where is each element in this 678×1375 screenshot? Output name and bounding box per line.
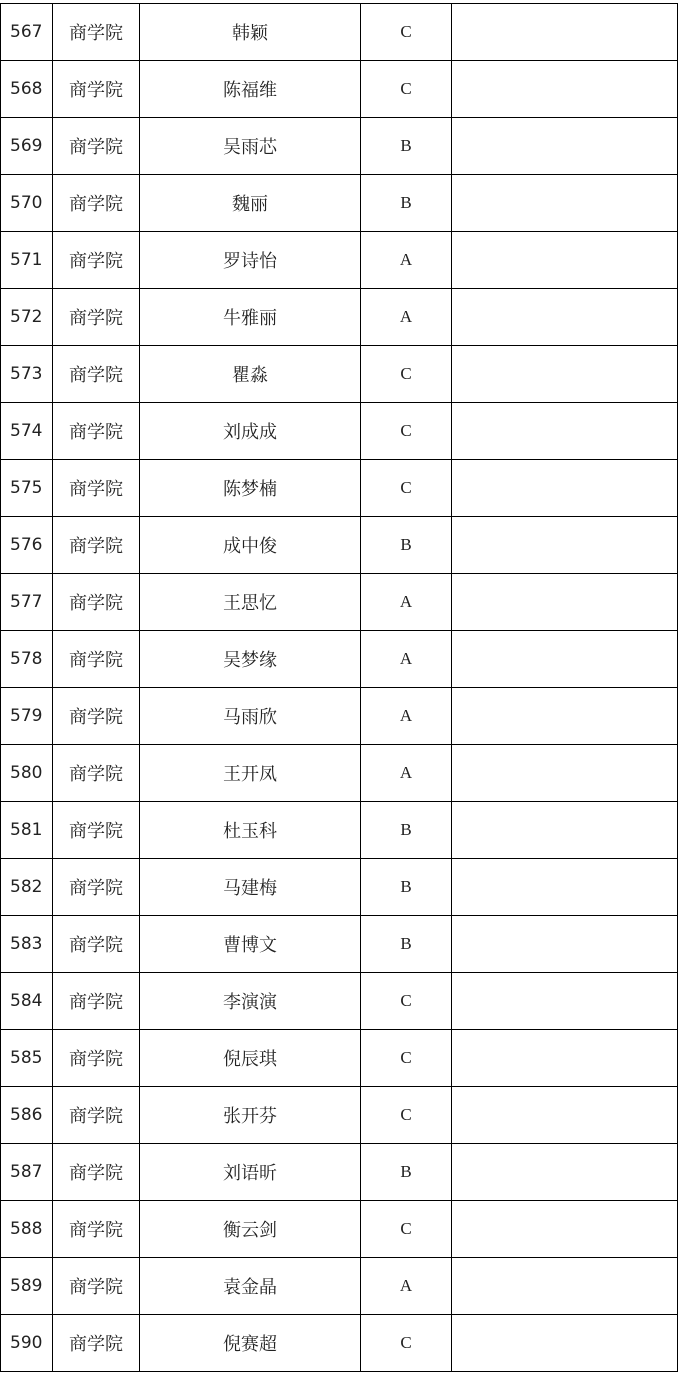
student-name-cell: 马雨欣 bbox=[140, 688, 361, 745]
remark-cell bbox=[452, 4, 678, 61]
grade-cell: B bbox=[361, 175, 452, 232]
table-row bbox=[1, 973, 678, 1030]
grade-cell: B bbox=[361, 517, 452, 574]
remark-cell bbox=[452, 403, 678, 460]
table-row bbox=[1, 745, 678, 802]
student-name-cell: 倪辰琪 bbox=[140, 1030, 361, 1087]
row-number-cell: 583 bbox=[1, 916, 53, 973]
remark-cell bbox=[452, 688, 678, 745]
college-cell: 商学院 bbox=[53, 1144, 140, 1201]
remark-cell bbox=[452, 118, 678, 175]
student-name-cell: 袁金晶 bbox=[140, 1258, 361, 1315]
grade-cell: A bbox=[361, 1258, 452, 1315]
table-row bbox=[1, 346, 678, 403]
remark-cell bbox=[452, 1315, 678, 1372]
roster-table-body bbox=[1, 4, 678, 1372]
student-name-cell: 韩颖 bbox=[140, 4, 361, 61]
row-number-cell: 571 bbox=[1, 232, 53, 289]
table-row bbox=[1, 1201, 678, 1258]
table-row bbox=[1, 859, 678, 916]
college-cell: 商学院 bbox=[53, 403, 140, 460]
table-row bbox=[1, 118, 678, 175]
row-number-cell: 568 bbox=[1, 61, 53, 118]
college-cell: 商学院 bbox=[53, 916, 140, 973]
grade-cell: C bbox=[361, 460, 452, 517]
student-name-cell: 马建梅 bbox=[140, 859, 361, 916]
college-cell: 商学院 bbox=[53, 574, 140, 631]
row-number-cell: 576 bbox=[1, 517, 53, 574]
remark-cell bbox=[452, 1030, 678, 1087]
student-name-cell: 牛雅丽 bbox=[140, 289, 361, 346]
row-number-cell: 575 bbox=[1, 460, 53, 517]
student-name-cell: 吴雨芯 bbox=[140, 118, 361, 175]
grade-cell: C bbox=[361, 4, 452, 61]
row-number-cell: 582 bbox=[1, 859, 53, 916]
student-name-cell: 陈福维 bbox=[140, 61, 361, 118]
row-number-cell: 588 bbox=[1, 1201, 53, 1258]
table-row bbox=[1, 175, 678, 232]
college-cell: 商学院 bbox=[53, 61, 140, 118]
table-row bbox=[1, 4, 678, 61]
row-number-cell: 578 bbox=[1, 631, 53, 688]
table-row bbox=[1, 61, 678, 118]
roster-table bbox=[0, 3, 678, 1372]
student-name-cell: 陈梦楠 bbox=[140, 460, 361, 517]
remark-cell bbox=[452, 232, 678, 289]
college-cell: 商学院 bbox=[53, 175, 140, 232]
row-number-cell: 584 bbox=[1, 973, 53, 1030]
table-row bbox=[1, 460, 678, 517]
student-name-cell: 吴梦缘 bbox=[140, 631, 361, 688]
grade-cell: A bbox=[361, 745, 452, 802]
student-name-cell: 王开凤 bbox=[140, 745, 361, 802]
row-number-cell: 567 bbox=[1, 4, 53, 61]
row-number-cell: 586 bbox=[1, 1087, 53, 1144]
table-row bbox=[1, 403, 678, 460]
student-name-cell: 王思忆 bbox=[140, 574, 361, 631]
remark-cell bbox=[452, 175, 678, 232]
college-cell: 商学院 bbox=[53, 1315, 140, 1372]
remark-cell bbox=[452, 346, 678, 403]
college-cell: 商学院 bbox=[53, 745, 140, 802]
remark-cell bbox=[452, 859, 678, 916]
table-row bbox=[1, 289, 678, 346]
grade-cell: A bbox=[361, 688, 452, 745]
row-number-cell: 590 bbox=[1, 1315, 53, 1372]
grade-cell: C bbox=[361, 1030, 452, 1087]
student-name-cell: 罗诗怡 bbox=[140, 232, 361, 289]
remark-cell bbox=[452, 631, 678, 688]
table-row bbox=[1, 1144, 678, 1201]
student-name-cell: 刘成成 bbox=[140, 403, 361, 460]
row-number-cell: 577 bbox=[1, 574, 53, 631]
remark-cell bbox=[452, 745, 678, 802]
table-row bbox=[1, 1315, 678, 1372]
table-row bbox=[1, 631, 678, 688]
student-name-cell: 杜玉科 bbox=[140, 802, 361, 859]
college-cell: 商学院 bbox=[53, 517, 140, 574]
student-name-cell: 李演演 bbox=[140, 973, 361, 1030]
student-name-cell: 张开芬 bbox=[140, 1087, 361, 1144]
row-number-cell: 585 bbox=[1, 1030, 53, 1087]
table-row bbox=[1, 517, 678, 574]
grade-cell: C bbox=[361, 61, 452, 118]
college-cell: 商学院 bbox=[53, 1201, 140, 1258]
table-row bbox=[1, 232, 678, 289]
grade-cell: C bbox=[361, 1087, 452, 1144]
grade-cell: B bbox=[361, 802, 452, 859]
row-number-cell: 569 bbox=[1, 118, 53, 175]
remark-cell bbox=[452, 574, 678, 631]
row-number-cell: 572 bbox=[1, 289, 53, 346]
grade-cell: A bbox=[361, 232, 452, 289]
remark-cell bbox=[452, 1201, 678, 1258]
college-cell: 商学院 bbox=[53, 4, 140, 61]
grade-cell: A bbox=[361, 289, 452, 346]
remark-cell bbox=[452, 916, 678, 973]
college-cell: 商学院 bbox=[53, 118, 140, 175]
remark-cell bbox=[452, 802, 678, 859]
table-row bbox=[1, 1030, 678, 1087]
college-cell: 商学院 bbox=[53, 973, 140, 1030]
grade-cell: A bbox=[361, 574, 452, 631]
remark-cell bbox=[452, 973, 678, 1030]
grade-cell: C bbox=[361, 1315, 452, 1372]
student-name-cell: 刘语昕 bbox=[140, 1144, 361, 1201]
college-cell: 商学院 bbox=[53, 232, 140, 289]
college-cell: 商学院 bbox=[53, 346, 140, 403]
college-cell: 商学院 bbox=[53, 859, 140, 916]
grade-cell: B bbox=[361, 916, 452, 973]
table-row bbox=[1, 802, 678, 859]
remark-cell bbox=[452, 517, 678, 574]
student-name-cell: 成中俊 bbox=[140, 517, 361, 574]
table-row bbox=[1, 916, 678, 973]
table-row bbox=[1, 1087, 678, 1144]
grade-cell: C bbox=[361, 1201, 452, 1258]
college-cell: 商学院 bbox=[53, 460, 140, 517]
grade-cell: B bbox=[361, 859, 452, 916]
row-number-cell: 589 bbox=[1, 1258, 53, 1315]
grade-cell: C bbox=[361, 973, 452, 1030]
college-cell: 商学院 bbox=[53, 289, 140, 346]
row-number-cell: 581 bbox=[1, 802, 53, 859]
grade-cell: A bbox=[361, 631, 452, 688]
remark-cell bbox=[452, 460, 678, 517]
remark-cell bbox=[452, 1258, 678, 1315]
student-name-cell: 魏丽 bbox=[140, 175, 361, 232]
grade-cell: B bbox=[361, 1144, 452, 1201]
row-number-cell: 574 bbox=[1, 403, 53, 460]
student-name-cell: 曹博文 bbox=[140, 916, 361, 973]
grade-cell: C bbox=[361, 403, 452, 460]
table-row bbox=[1, 688, 678, 745]
row-number-cell: 587 bbox=[1, 1144, 53, 1201]
remark-cell bbox=[452, 289, 678, 346]
student-name-cell: 瞿淼 bbox=[140, 346, 361, 403]
row-number-cell: 579 bbox=[1, 688, 53, 745]
student-name-cell: 倪赛超 bbox=[140, 1315, 361, 1372]
row-number-cell: 570 bbox=[1, 175, 53, 232]
remark-cell bbox=[452, 61, 678, 118]
grade-cell: B bbox=[361, 118, 452, 175]
row-number-cell: 573 bbox=[1, 346, 53, 403]
grade-cell: C bbox=[361, 346, 452, 403]
college-cell: 商学院 bbox=[53, 1030, 140, 1087]
row-number-cell: 580 bbox=[1, 745, 53, 802]
college-cell: 商学院 bbox=[53, 802, 140, 859]
college-cell: 商学院 bbox=[53, 1258, 140, 1315]
college-cell: 商学院 bbox=[53, 688, 140, 745]
table-row bbox=[1, 1258, 678, 1315]
student-name-cell: 衡云剑 bbox=[140, 1201, 361, 1258]
remark-cell bbox=[452, 1087, 678, 1144]
college-cell: 商学院 bbox=[53, 631, 140, 688]
table-row bbox=[1, 574, 678, 631]
college-cell: 商学院 bbox=[53, 1087, 140, 1144]
remark-cell bbox=[452, 1144, 678, 1201]
